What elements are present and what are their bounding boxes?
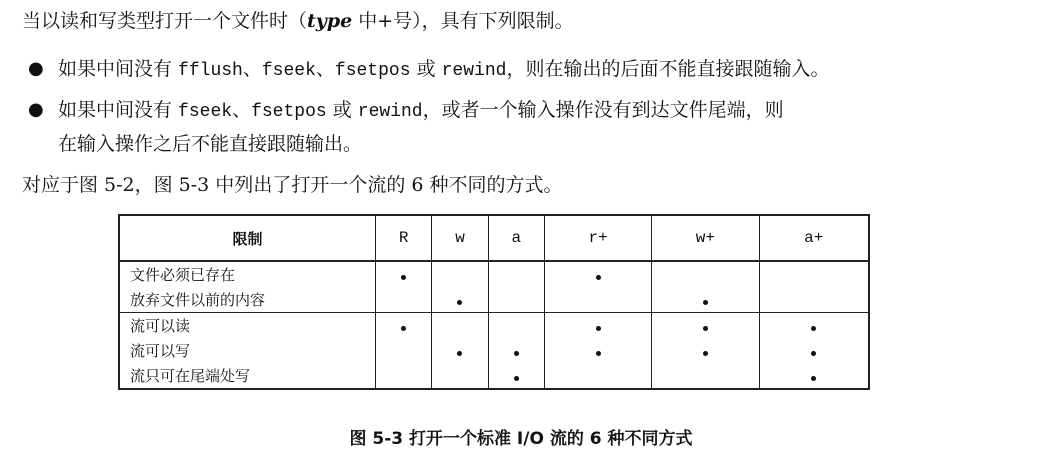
- mode-cell: [488, 313, 544, 339]
- code-fsetpos: fsetpos: [251, 102, 327, 122]
- applies-dot-icon: [401, 326, 406, 331]
- b1-sep: 、: [315, 58, 335, 80]
- header-mode-a-plus: a+: [759, 215, 869, 261]
- applies-dot-icon: [401, 275, 406, 280]
- b2-text: 如果中间没有: [58, 99, 179, 121]
- b1-text-end: ，则在输出的后面不能直接跟随输入。: [506, 58, 830, 80]
- applies-dot-icon: [457, 300, 462, 305]
- mode-cell: [432, 261, 488, 287]
- mode-cell: [488, 363, 544, 389]
- mode-cell: [652, 363, 759, 389]
- header-mode-R: R: [376, 215, 432, 261]
- header-mode-a: a: [488, 215, 544, 261]
- code-fseek: fseek: [261, 61, 316, 81]
- applies-dot-icon: [811, 326, 816, 331]
- b2-or: 或: [326, 99, 358, 121]
- table-body: [119, 261, 869, 389]
- mode-cell: [376, 313, 432, 339]
- mode-cell: [544, 287, 651, 313]
- code-fseek: fseek: [178, 102, 233, 122]
- mode-cell: [652, 261, 759, 287]
- intro-text-end: 中+号），具有下列限制。: [352, 10, 574, 32]
- mode-cell: [432, 313, 488, 339]
- mode-cell: [759, 313, 869, 339]
- header-mode-w: w: [432, 215, 488, 261]
- restriction-label: 文件必须已存在: [119, 261, 376, 287]
- applies-dot-icon: [596, 275, 601, 280]
- bullet-dot-2: ●: [28, 99, 44, 120]
- code-fflush: fflush: [178, 61, 243, 81]
- intro-text-start: 当以读和写类型打开一个文件时（: [22, 10, 308, 32]
- table-row: [119, 313, 869, 339]
- applies-dot-icon: [596, 326, 601, 331]
- mode-cell: [544, 261, 651, 287]
- mode-cell: [544, 338, 651, 363]
- table-header-row: [119, 215, 869, 261]
- table-row: [119, 363, 869, 389]
- applies-dot-icon: [703, 326, 708, 331]
- header-mode-r-plus: r+: [544, 215, 651, 261]
- code-rewind: rewind: [441, 61, 507, 81]
- type-word: type: [307, 10, 353, 32]
- mode-cell: [759, 338, 869, 363]
- mode-cell: [432, 338, 488, 363]
- mode-cell: [544, 363, 651, 389]
- table-row: [119, 261, 869, 287]
- header-restriction: 限制: [119, 215, 376, 261]
- open-modes-table: [118, 214, 870, 390]
- mode-cell: [652, 287, 759, 313]
- intro-paragraph: [22, 8, 574, 34]
- applies-dot-icon: [703, 300, 708, 305]
- code-fsetpos: fsetpos: [334, 61, 411, 81]
- code-rewind: rewind: [357, 102, 423, 122]
- mode-cell: [376, 261, 432, 287]
- mode-cell: [652, 313, 759, 339]
- bullet-item-2-line-2: 在输入操作之后不能直接跟随输出。: [58, 133, 363, 155]
- b2-sep: 、: [232, 99, 252, 121]
- applies-dot-icon: [811, 376, 816, 381]
- figure-intro-paragraph: 对应于图 5-2，图 5-3 中列出了打开一个流的 6 种不同的方式。: [22, 174, 563, 196]
- mode-cell: [759, 261, 869, 287]
- mode-cell: [376, 287, 432, 313]
- mode-cell: [652, 338, 759, 363]
- restriction-label: 流可以写: [119, 338, 376, 363]
- applies-dot-icon: [596, 351, 601, 356]
- mode-cell: [488, 261, 544, 287]
- mode-cell: [376, 338, 432, 363]
- bullet-dot-1: ●: [28, 58, 44, 79]
- applies-dot-icon: [811, 351, 816, 356]
- table-row: [119, 287, 869, 313]
- restriction-label: 放弃文件以前的内容: [119, 287, 376, 313]
- mode-cell: [759, 363, 869, 389]
- restriction-label: 流可以读: [119, 313, 376, 339]
- mode-cell: [432, 287, 488, 313]
- applies-dot-icon: [703, 351, 708, 356]
- bullet-item-1: [58, 56, 829, 84]
- figure-caption: 图 5-3 打开一个标准 I/O 流的 6 种不同方式: [349, 429, 693, 449]
- table-row: [119, 338, 869, 363]
- restriction-label: 流只可在尾端处写: [119, 363, 376, 389]
- mode-cell: [432, 363, 488, 389]
- header-mode-w-plus: w+: [652, 215, 759, 261]
- mode-cell: [488, 338, 544, 363]
- mode-cell: [488, 287, 544, 313]
- applies-dot-icon: [514, 376, 519, 381]
- mode-cell: [544, 313, 651, 339]
- mode-cell: [376, 363, 432, 389]
- b2-text-end: ，或者一个输入操作没有到达文件尾端，则: [422, 99, 784, 121]
- b1-or: 或: [410, 58, 442, 80]
- applies-dot-icon: [457, 351, 462, 356]
- mode-cell: [759, 287, 869, 313]
- bullet-item-2: [58, 97, 784, 125]
- b1-text: 如果中间没有: [58, 58, 179, 80]
- applies-dot-icon: [514, 351, 519, 356]
- b1-sep: 、: [242, 58, 262, 80]
